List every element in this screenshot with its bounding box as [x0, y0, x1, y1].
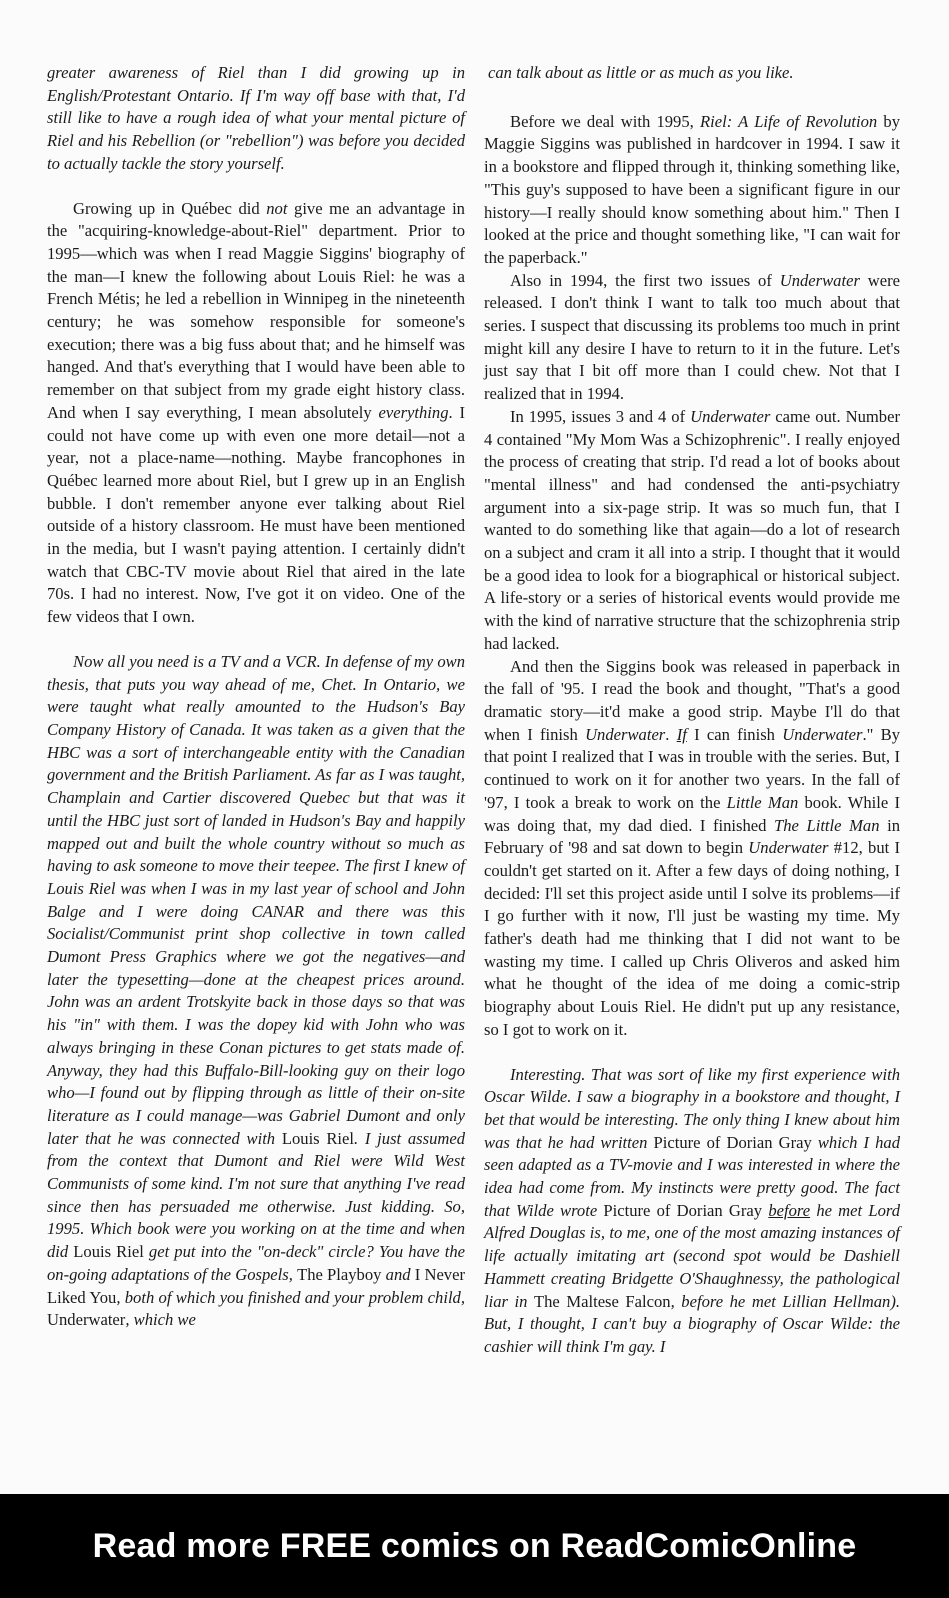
interviewer-question: Interesting. That was sort of like my first experience with Oscar Wilde. I saw a biography in a bookstore and thought, I bet that would be interesting. The only thing I knew about him was that he had written Picture of Dorian Gray which I had seen adapted as a TV-movie and I was interested in where the idea had come from. My instincts were pretty good. The fact that Wilde wrote Picture of Dorian Gray before he met Lord Alfred Douglas is, to me, one of the most amazing instances of life actually imitating art (second spot would be Dashiell Hammett creating Bridgette O'Shaughnessy, the pathological liar in The Maltese Falcon, before he met Lillian Hellman). But, I thought, I can't buy a biography of Oscar Wilde: the cashier will think I'm gay. I — [484, 1064, 901, 1356]
answer-paragraph: Growing up in Québec did not give me an advantage in the "acquiring-knowledge-about-Riel" department. Prior to 1995—which was when I read Maggie Siggins' biography of the man—I knew the following about Louis Riel: he was a French Métis; he led a rebellion in Winnipeg in the nineteenth century; he was somehow responsible for someone's execution; there was a big fuss about that; and he himself was hanged. And that's everything that I would have been able to remember on that subject from my grade eight history class. And when I say everything, I mean absolutely everything. I could not have come up with even one more detail—not a year, not a place-name—nothing. Maybe francophones in Québec learned more about Riel, but I grew up in an English bubble. I don't remember anyone ever talking about Riel outside of a history classroom. He must have been mentioned in the media, but I wasn't paying attention. I certainly didn't watch that CBC-TV movie about Riel that aired in the late 70s. I had no interest. Now, I've got it on video. One of the few videos that I own. — [47, 198, 465, 627]
answer-paragraph: Before we deal with 1995, Riel: A Life of Revolution by Maggie Siggins was published in hardcover in 1994. I saw it in a bookstore and flipped through it, thinking something like, "This guy's supposed to have been a significant figure in our history—I really should know something about him." Then I looked at the price and thought something like, "I can wait for the paperback." — [484, 111, 900, 267]
interviewer-question-continued: greater awareness of Riel than I did growing up in English/Protestant Ontario. If I'm way off base with that, I'd still like to have a rough idea of what your mental picture of Riel and his Rebellion (or "rebellion") was before you decided to actually tackle the story yourself. — [47, 63, 465, 173]
answer-paragraph: Also in 1994, the first two issues of Underwater were released. I don't think I want to talk too much about that series. I suspect that discussing its problems too much in print might kill any desire I have to return to it in the future. Let's just say that I bit off more than I could chew. Not that I realized that in 1994. — [484, 270, 901, 404]
right-text-column — [484, 62, 900, 1359]
answer-paragraph: In 1995, issues 3 and 4 of Underwater came out. Number 4 contained "My Mom Was a Schizophrenic". I really enjoyed the process of creating that strip. I'd read a lot of books about "mental illness" and had condensed the anti-psychiatry argument into a six-page strip. It was so much fun, that I wanted to do something like that again—do a lot of research on a subject and cram it all into a strip. I thought that it would be a good idea to look for a biographical or historical subject. A life-story or a series of historical events would provide me with the kind of narrative structure that the schizophrenia strip had lacked. — [484, 406, 900, 653]
promo-banner[interactable] — [0, 1494, 949, 1598]
left-text-column — [47, 62, 465, 1332]
promo-banner-text[interactable]: Read more FREE comics on ReadComicOnline — [92, 1527, 857, 1565]
answer-paragraph: And then the Siggins book was released in paperback in the fall of '95. I read the book and thought, "That's a good dramatic story—it'd make a good strip. Maybe I'll do that when I finish Underwater. If I can finish Underwater." By that point I realized that I was in trouble with the series. But, I continued to work on it for another two years. In the fall of '97, I took a break to work on the Little Man book. While I was doing that, my dad died. I finished The Little Man in February of '98 and sat down to begin Underwater #12, but I couldn't get started on it. After a few days of doing nothing, I decided: I'll set this project aside until I solve its problems—if I go further with it now, I'll just be wasting my time. My father's death had me thinking that I did not want to be wasting my time. I called up Chris Oliveros and asked him what he thought of the idea of me doing a comic-strip biography about Louis Riel. He didn't put up any resistance, so I got to work on it. — [484, 656, 901, 1039]
interviewer-question-end: can talk about as little or as much as you like. — [488, 63, 794, 82]
interviewer-question: Now all you need is a TV and a VCR. In defense of my own thesis, that puts you way ahead of me, Chet. In Ontario, we were taught what really amounted to the Hudson's Bay Company History of Canada. It was taken as a given that the HBC was a sort of interchangeable entity with the Canadian government and the British Parliament. As far as I was taught, Champlain and Cartier discovered Quebec but that was it until the HBC just sort of landed in Hudson's Bay and happily mapped out and built the whole country without so much as having to ask someone to move their teepee. The first I knew of Louis Riel was when I was in my last year of school and John Balge and I were doing CANAR and there was this Socialist/Communist print shop collective in town called Dumont Press Graphics where we got the negatives—and later the typesetting—done at the cheapest prices around. John was an ardent Trotskyite back in those days so that was his "in" with them. I was the dopey kid with John who was always bringing in these Conan pictures to get stats made of. Anyway, they had this Buffalo-Bill-looking guy on their logo who—I found out by flipping through as little of their on-site literature as I could manage—was Gabriel Dumont and only later that he was connected with Louis Riel. I just assumed from the context that Dumont and Riel were Wild West Communists of some kind. I'm not sure that anything I've read since then has persuaded me otherwise. Just kidding. So, 1995. Which book were you working on at the time and when did Louis Riel get put into the "on-deck" circle? You have the on-going adaptations of the Gospels, The Playboy and I Never Liked You, both of which you finished and your problem child, Underwater, which we — [47, 651, 466, 1330]
